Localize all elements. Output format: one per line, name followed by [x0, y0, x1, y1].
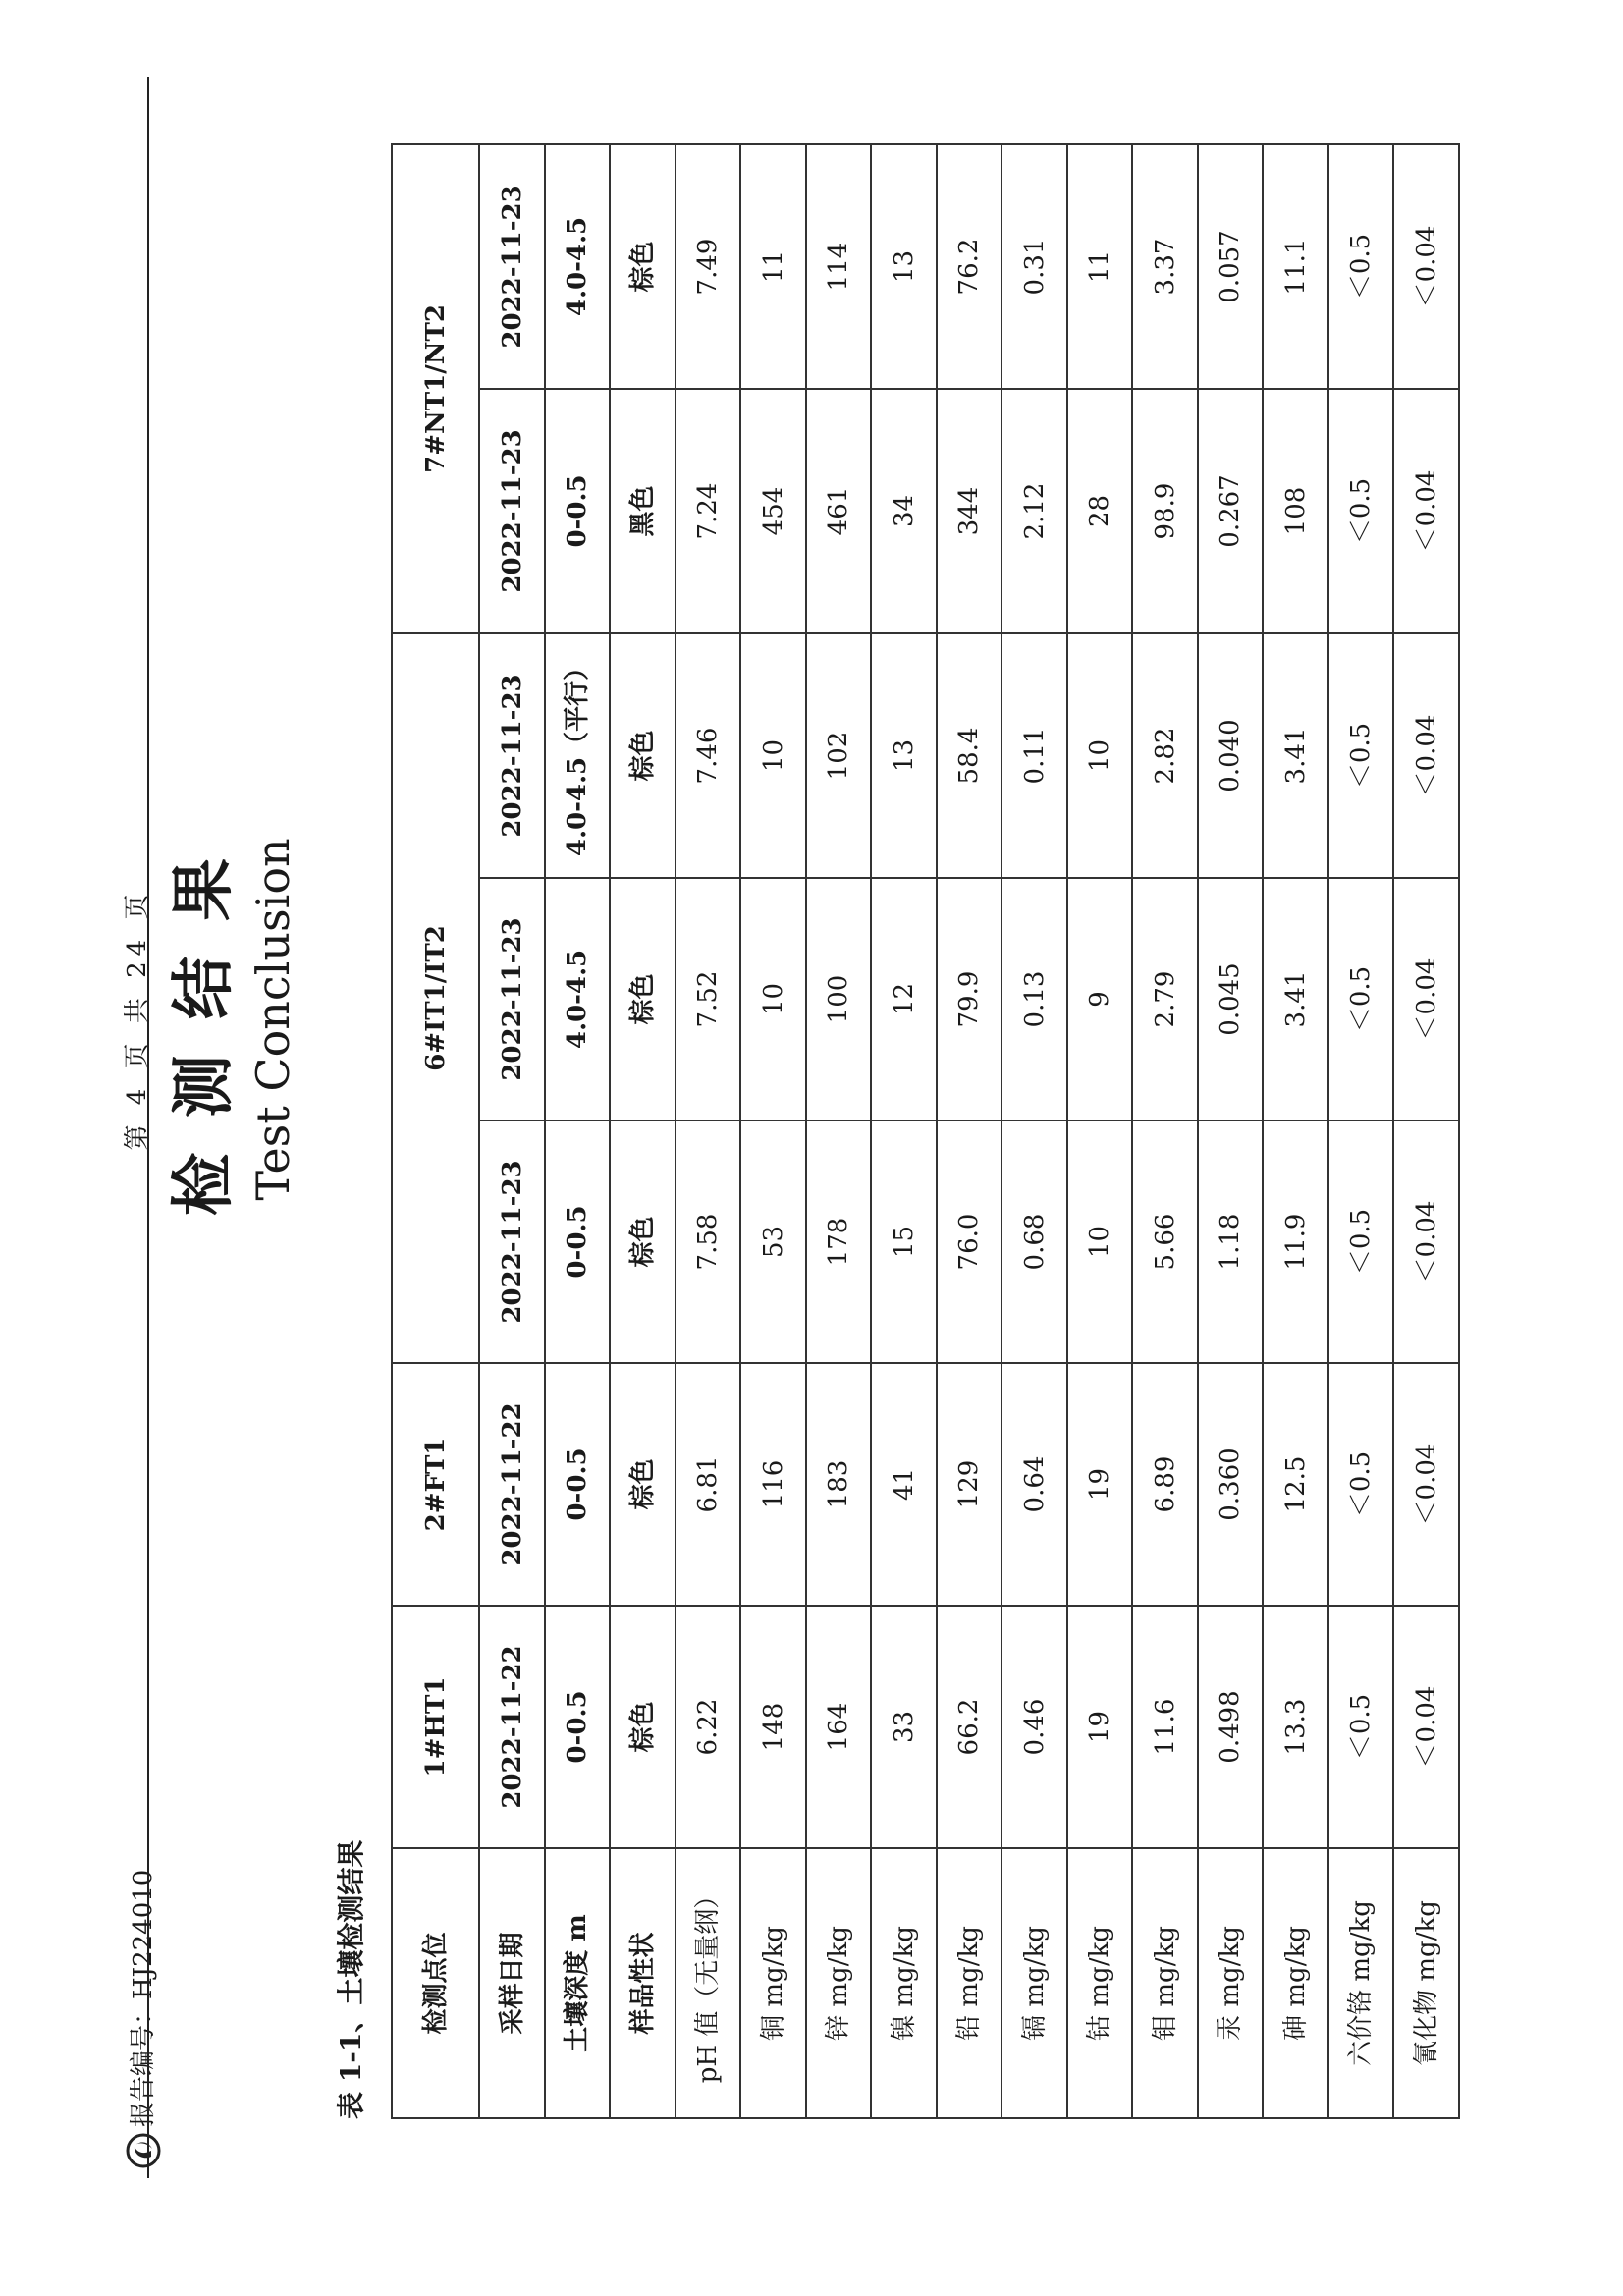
analyte-label: pH 值（无量纲） [676, 1848, 741, 2118]
result-cell: 0.045 [1198, 878, 1264, 1121]
table-row-appearance [610, 144, 676, 2118]
result-cell: 0.13 [1001, 878, 1067, 1121]
table-row [740, 144, 806, 2118]
result-cell: 98.9 [1132, 389, 1198, 633]
table-caption: 表 1-1、土壤检测结果 [335, 1839, 367, 2119]
table-row [937, 144, 1002, 2118]
result-cell: ＜0.5 [1328, 1606, 1394, 1848]
result-cell: ＜0.5 [1328, 389, 1394, 633]
result-cell: 0.64 [1001, 1363, 1067, 1606]
analyte-label: 铅 mg/kg [937, 1848, 1002, 2118]
analyte-label: 钼 mg/kg [1132, 1848, 1198, 2118]
result-cell: 11.9 [1263, 1121, 1328, 1363]
result-cell: 344 [937, 389, 1002, 633]
result-cell: ＜0.04 [1393, 1121, 1459, 1363]
row-label-date: 采样日期 [479, 1848, 545, 2118]
result-cell: 6.81 [676, 1363, 741, 1606]
analyte-label: 汞 mg/kg [1198, 1848, 1264, 2118]
result-cell: 7.58 [676, 1121, 741, 1363]
analyte-label: 镍 mg/kg [871, 1848, 937, 2118]
result-cell: 116 [740, 1363, 806, 1606]
result-cell: 2.79 [1132, 878, 1198, 1121]
result-cell: 19 [1067, 1363, 1133, 1606]
table-row [806, 144, 872, 2118]
result-cell: 58.4 [937, 633, 1002, 878]
result-cell: 7.52 [676, 878, 741, 1121]
result-cell: 0.68 [1001, 1121, 1067, 1363]
result-cell: 12.5 [1263, 1363, 1328, 1606]
result-cell: 0.31 [1001, 144, 1067, 389]
result-cell: 3.37 [1132, 144, 1198, 389]
result-cell: 454 [740, 389, 806, 633]
result-cell: 6.89 [1132, 1363, 1198, 1606]
table-row [1132, 144, 1198, 2118]
analyte-label: 钴 mg/kg [1067, 1848, 1133, 2118]
page-title-cn: 检测结果 [167, 823, 241, 1216]
table-header-row [392, 144, 479, 2118]
result-cell: ＜0.04 [1393, 144, 1459, 389]
row-label-depth: 土壤深度 m [545, 1848, 611, 2118]
sample-date-cell: 2022-11-22 [479, 1606, 545, 1848]
result-cell: 148 [740, 1606, 806, 1848]
result-cell: 13 [871, 633, 937, 878]
result-cell: 0.46 [1001, 1606, 1067, 1848]
analyte-label: 锌 mg/kg [806, 1848, 872, 2118]
result-cell: 7.49 [676, 144, 741, 389]
result-cell: 5.66 [1132, 1121, 1198, 1363]
result-cell: 11 [1067, 144, 1133, 389]
analyte-label: 六价铬 mg/kg [1328, 1848, 1394, 2118]
depth-cell: 0-0.5 [545, 389, 611, 633]
result-cell: 53 [740, 1121, 806, 1363]
result-cell: 100 [806, 878, 872, 1121]
result-cell: 183 [806, 1363, 872, 1606]
group-header: 1#HT1 [392, 1606, 479, 1848]
table-row-date [479, 144, 545, 2118]
company-logo-icon [126, 2133, 161, 2168]
row-label-point: 检测点位 [392, 1848, 479, 2118]
result-cell: 7.46 [676, 633, 741, 878]
result-cell: ＜0.5 [1328, 1121, 1394, 1363]
appearance-cell: 棕色 [610, 1121, 676, 1363]
table-row [1001, 144, 1067, 2118]
result-cell: 11.6 [1132, 1606, 1198, 1848]
sample-date-cell: 2022-11-23 [479, 878, 545, 1121]
result-cell: ＜0.5 [1328, 878, 1394, 1121]
table-row [1328, 144, 1394, 2118]
result-cell: ＜0.04 [1393, 1606, 1459, 1848]
analyte-label: 镉 mg/kg [1001, 1848, 1067, 2118]
result-cell: 11 [740, 144, 806, 389]
depth-cell: 0-0.5 [545, 1121, 611, 1363]
result-cell: 33 [871, 1606, 937, 1848]
result-cell: 0.498 [1198, 1606, 1264, 1848]
table-row [1067, 144, 1133, 2118]
result-cell: 164 [806, 1606, 872, 1848]
appearance-cell: 棕色 [610, 1363, 676, 1606]
result-cell: 76.0 [937, 1121, 1002, 1363]
result-cell: 0.11 [1001, 633, 1067, 878]
result-cell: ＜0.04 [1393, 633, 1459, 878]
result-cell: ＜0.04 [1393, 1363, 1459, 1606]
result-cell: ＜0.5 [1328, 144, 1394, 389]
header-divider [147, 77, 149, 2178]
result-cell: 13 [871, 144, 937, 389]
sample-date-cell: 2022-11-22 [479, 1363, 545, 1606]
analyte-label: 砷 mg/kg [1263, 1848, 1328, 2118]
sample-date-cell: 2022-11-23 [479, 389, 545, 633]
result-cell: 3.41 [1263, 878, 1328, 1121]
result-cell: 15 [871, 1121, 937, 1363]
result-cell: 0.040 [1198, 633, 1264, 878]
result-cell: 19 [1067, 1606, 1133, 1848]
group-header: 6#IT1/IT2 [392, 633, 479, 1363]
result-cell: 7.24 [676, 389, 741, 633]
table-row-depth [545, 144, 611, 2118]
soil-results-table [391, 143, 1460, 2119]
depth-cell: 4.0-4.5 [545, 878, 611, 1121]
result-cell: 2.82 [1132, 633, 1198, 878]
result-cell: 13.3 [1263, 1606, 1328, 1848]
result-cell: 41 [871, 1363, 937, 1606]
table-row [676, 144, 741, 2118]
result-cell: 129 [937, 1363, 1002, 1606]
group-header: 2#FT1 [392, 1363, 479, 1606]
result-cell: 28 [1067, 389, 1133, 633]
sample-date-cell: 2022-11-23 [479, 633, 545, 878]
result-cell: 10 [740, 633, 806, 878]
appearance-cell: 黑色 [610, 389, 676, 633]
result-cell: 108 [1263, 389, 1328, 633]
result-cell: 0.360 [1198, 1363, 1264, 1606]
result-cell: 461 [806, 389, 872, 633]
page-number: 第 4 页 共 24 页 [123, 888, 152, 1151]
result-cell: 3.41 [1263, 633, 1328, 878]
table-row [1198, 144, 1264, 2118]
depth-cell: 0-0.5 [545, 1606, 611, 1848]
result-cell: 76.2 [937, 144, 1002, 389]
table-row [871, 144, 937, 2118]
table-row [1263, 144, 1328, 2118]
sample-date-cell: 2022-11-23 [479, 1121, 545, 1363]
report-number: 报告编号：HJ224010 [129, 1869, 158, 2127]
depth-cell: 4.0-4.5（平行） [545, 633, 611, 878]
appearance-cell: 棕色 [610, 144, 676, 389]
result-cell: 2.12 [1001, 389, 1067, 633]
result-cell: 1.18 [1198, 1121, 1264, 1363]
result-cell: 114 [806, 144, 872, 389]
result-cell: 11.1 [1263, 144, 1328, 389]
result-cell: 9 [1067, 878, 1133, 1121]
result-cell: 0.267 [1198, 389, 1264, 633]
result-cell: ＜0.04 [1393, 389, 1459, 633]
analyte-label: 铜 mg/kg [740, 1848, 806, 2118]
result-cell: ＜0.5 [1328, 633, 1394, 878]
result-cell: 10 [740, 878, 806, 1121]
result-cell: 10 [1067, 1121, 1133, 1363]
appearance-cell: 棕色 [610, 633, 676, 878]
result-cell: 0.057 [1198, 144, 1264, 389]
sample-date-cell: 2022-11-23 [479, 144, 545, 389]
analyte-label: 氰化物 mg/kg [1393, 1848, 1459, 2118]
table-row [1393, 144, 1459, 2118]
depth-cell: 4.0-4.5 [545, 144, 611, 389]
result-cell: 102 [806, 633, 872, 878]
result-cell: 178 [806, 1121, 872, 1363]
row-label-appearance: 样品性状 [610, 1848, 676, 2118]
result-cell: 79.9 [937, 878, 1002, 1121]
group-header: 7#NT1/NT2 [392, 144, 479, 633]
page-title-en: Test Conclusion [246, 838, 299, 1201]
appearance-cell: 棕色 [610, 878, 676, 1121]
result-cell: 6.22 [676, 1606, 741, 1848]
result-cell: ＜0.5 [1328, 1363, 1394, 1606]
result-cell: 10 [1067, 633, 1133, 878]
result-cell: ＜0.04 [1393, 878, 1459, 1121]
result-cell: 34 [871, 389, 937, 633]
appearance-cell: 棕色 [610, 1606, 676, 1848]
depth-cell: 0-0.5 [545, 1363, 611, 1606]
result-cell: 12 [871, 878, 937, 1121]
result-cell: 66.2 [937, 1606, 1002, 1848]
